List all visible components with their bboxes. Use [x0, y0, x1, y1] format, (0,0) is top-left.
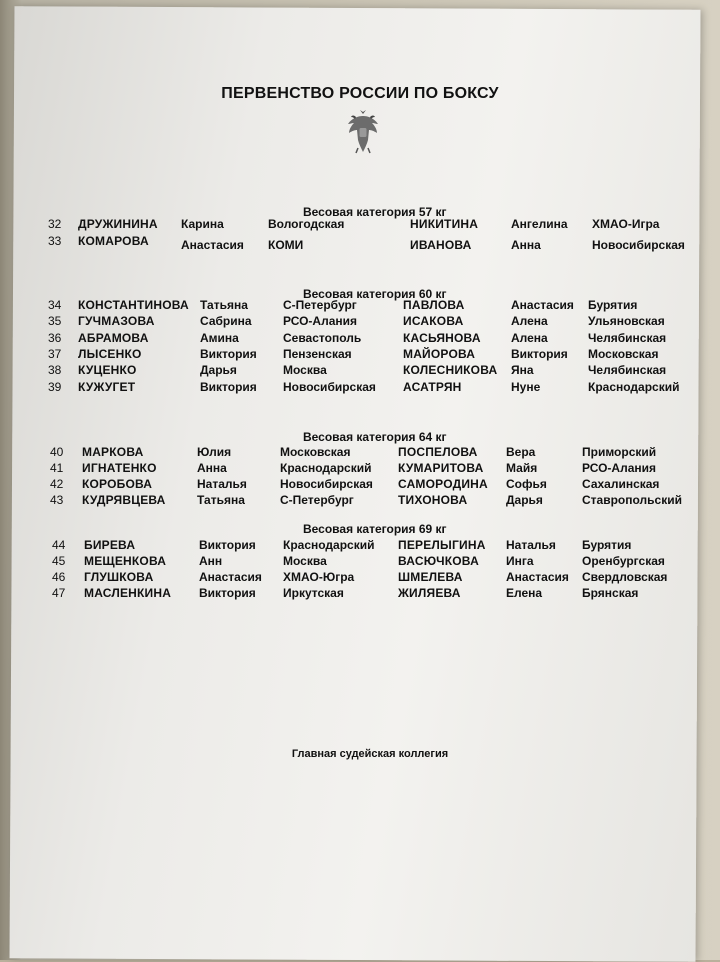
- row-number: 35: [48, 314, 62, 328]
- fighter-first-name: Сабрина: [200, 314, 252, 328]
- table-row: [0, 538, 720, 554]
- opponent-region: Бурятия: [588, 298, 638, 312]
- opponent-first-name: Майя: [506, 461, 538, 475]
- table-row: [0, 298, 720, 314]
- table-row: [0, 347, 720, 363]
- opponent-region: Свердловская: [582, 570, 668, 584]
- fighter-surname: АБРАМОВА: [78, 331, 149, 345]
- opponent-first-name: Софья: [506, 477, 547, 491]
- row-number: 43: [50, 493, 64, 507]
- opponent-region: Челябинская: [588, 363, 667, 377]
- fighter-region: Москва: [283, 554, 327, 568]
- row-number: 39: [48, 380, 62, 394]
- fighter-surname: МАРКОВА: [82, 445, 144, 459]
- fighter-first-name: Виктория: [200, 380, 257, 394]
- row-number: 46: [52, 570, 66, 584]
- fighter-region: Новосибирская: [280, 477, 373, 491]
- opponent-surname: ВАСЮЧКОВА: [398, 554, 479, 568]
- fighter-region: Новосибирская: [283, 380, 376, 394]
- opponent-first-name: Дарья: [506, 493, 543, 507]
- fighter-surname: МАСЛЕНКИНА: [84, 586, 172, 600]
- fighter-first-name: Анн: [199, 554, 223, 568]
- row-number: 40: [50, 445, 64, 459]
- table-row: [0, 217, 720, 233]
- table-row: [0, 331, 720, 347]
- fighter-first-name: Анастасия: [199, 570, 262, 584]
- row-number: 32: [48, 217, 62, 231]
- weight-category-heading: Весовая категория 60 кг: [303, 287, 447, 301]
- fighter-surname: ЛЫСЕНКО: [78, 347, 142, 361]
- table-row: [0, 234, 720, 250]
- opponent-region: Приморский: [582, 445, 657, 459]
- opponent-first-name: Анастасия: [506, 570, 569, 584]
- opponent-first-name: Анна: [511, 238, 541, 252]
- row-number: 33: [48, 234, 62, 248]
- row-number: 42: [50, 477, 64, 491]
- fighter-first-name: Виктория: [199, 538, 256, 552]
- fighter-first-name: Виктория: [200, 347, 257, 361]
- fighter-first-name: Амина: [200, 331, 239, 345]
- fighter-region: КОМИ: [268, 238, 304, 252]
- opponent-first-name: Инга: [506, 554, 534, 568]
- row-number: 34: [48, 298, 62, 312]
- fighter-region: С-Петербург: [283, 298, 357, 312]
- double-headed-eagle-icon: [344, 108, 382, 154]
- fighter-surname: ДРУЖИНИНА: [78, 217, 158, 231]
- fighter-region: Севастополь: [283, 331, 362, 345]
- fighter-first-name: Анастасия: [181, 238, 244, 252]
- table-row: [0, 363, 720, 379]
- opponent-first-name: Нуне: [511, 380, 541, 394]
- fighter-surname: МЕЩЕНКОВА: [84, 554, 167, 568]
- fighter-first-name: Дарья: [200, 363, 237, 377]
- opponent-region: Ставропольский: [582, 493, 682, 507]
- fighter-first-name: Татьяна: [197, 493, 245, 507]
- opponent-surname: ТИХОНОВА: [398, 493, 468, 507]
- fighter-surname: КОНСТАНТИНОВА: [78, 298, 189, 312]
- weight-category-heading: Весовая категория 64 кг: [303, 430, 447, 444]
- weight-category-heading: Весовая категория 57 кг: [303, 205, 447, 219]
- fighter-surname: КОМАРОВА: [78, 234, 149, 248]
- weight-category-heading: Весовая категория 69 кг: [303, 522, 447, 536]
- fighter-region: РСО-Алания: [283, 314, 357, 328]
- row-number: 47: [52, 586, 66, 600]
- opponent-region: Бурятия: [582, 538, 632, 552]
- opponent-first-name: Ангелина: [511, 217, 568, 231]
- fighter-surname: ИГНАТЕНКО: [82, 461, 157, 475]
- fighter-region: ХМАО-Югра: [283, 570, 355, 584]
- table-row: [0, 493, 720, 509]
- opponent-region: Брянская: [582, 586, 639, 600]
- fighter-surname: КОРОБОВА: [82, 477, 153, 491]
- fighter-region: Московская: [280, 445, 351, 459]
- opponent-region: РСО-Алания: [582, 461, 656, 475]
- opponent-surname: АСАТРЯН: [403, 380, 462, 394]
- fighter-region: Краснодарский: [280, 461, 372, 475]
- fighter-first-name: Татьяна: [200, 298, 248, 312]
- opponent-surname: САМОРОДИНА: [398, 477, 488, 491]
- table-row: [0, 477, 720, 493]
- fighter-surname: ГУЧМАЗОВА: [78, 314, 155, 328]
- row-number: 36: [48, 331, 62, 345]
- opponent-surname: ПЕРЕЛЫГИНА: [398, 538, 486, 552]
- opponent-region: Челябинская: [588, 331, 667, 345]
- opponent-first-name: Виктория: [511, 347, 568, 361]
- table-row: [0, 380, 720, 396]
- opponent-first-name: Алена: [511, 314, 548, 328]
- page-title: ПЕРВЕНСТВО РОССИИ ПО БОКСУ: [221, 85, 499, 102]
- opponent-region: Ульяновская: [588, 314, 665, 328]
- fighter-first-name: Виктория: [199, 586, 256, 600]
- opponent-surname: КУМАРИТОВА: [398, 461, 484, 475]
- fighter-surname: КУЖУГЕТ: [78, 380, 136, 394]
- table-row: [0, 445, 720, 461]
- row-number: 37: [48, 347, 62, 361]
- opponent-first-name: Анастасия: [511, 298, 574, 312]
- opponent-surname: КОЛЕСНИКОВА: [403, 363, 498, 377]
- fighter-first-name: Юлия: [197, 445, 232, 459]
- fighter-first-name: Анна: [197, 461, 227, 475]
- fighter-region: Вологодская: [268, 217, 345, 231]
- opponent-surname: ИСАКОВА: [403, 314, 464, 328]
- opponent-first-name: Алена: [511, 331, 548, 345]
- opponent-region: Московская: [588, 347, 659, 361]
- opponent-surname: ШМЕЛЕВА: [398, 570, 463, 584]
- fighter-surname: КУЦЕНКО: [78, 363, 137, 377]
- opponent-surname: ЖИЛЯЕВА: [398, 586, 461, 600]
- fighter-region: С-Петербург: [280, 493, 354, 507]
- fighter-surname: БИРЕВА: [84, 538, 136, 552]
- opponent-region: Краснодарский: [588, 380, 680, 394]
- opponent-first-name: Вера: [506, 445, 536, 459]
- opponent-first-name: Наталья: [506, 538, 556, 552]
- opponent-surname: МАЙОРОВА: [403, 347, 476, 361]
- opponent-region: Сахалинская: [582, 477, 660, 491]
- opponent-surname: ПОСПЕЛОВА: [398, 445, 478, 459]
- opponent-first-name: Яна: [511, 363, 534, 377]
- fighter-first-name: Карина: [181, 217, 224, 231]
- opponent-region: Оренбургская: [582, 554, 665, 568]
- opponent-region: ХМАО-Игра: [592, 217, 660, 231]
- table-row: [0, 586, 720, 602]
- row-number: 44: [52, 538, 66, 552]
- fighter-surname: КУДРЯВЦЕВА: [82, 493, 166, 507]
- opponent-surname: ПАВЛОВА: [403, 298, 465, 312]
- row-number: 41: [50, 461, 64, 475]
- opponent-surname: ИВАНОВА: [410, 238, 472, 252]
- fighter-region: Иркутская: [283, 586, 344, 600]
- row-number: 38: [48, 363, 62, 377]
- footer-signature: Главная судейская коллегия: [291, 748, 449, 760]
- table-row: [0, 570, 720, 586]
- fighter-surname: ГЛУШКОВА: [84, 570, 154, 584]
- opponent-surname: КАСЬЯНОВА: [403, 331, 481, 345]
- opponent-region: Новосибирская: [592, 238, 685, 252]
- opponent-first-name: Елена: [506, 586, 543, 600]
- opponent-surname: НИКИТИНА: [410, 217, 479, 231]
- fighter-region: Краснодарский: [283, 538, 375, 552]
- fighter-region: Москва: [283, 363, 327, 377]
- table-row: [0, 554, 720, 570]
- table-row: [0, 314, 720, 330]
- fighter-first-name: Наталья: [197, 477, 247, 491]
- table-row: [0, 461, 720, 477]
- row-number: 45: [52, 554, 66, 568]
- fighter-region: Пензенская: [283, 347, 352, 361]
